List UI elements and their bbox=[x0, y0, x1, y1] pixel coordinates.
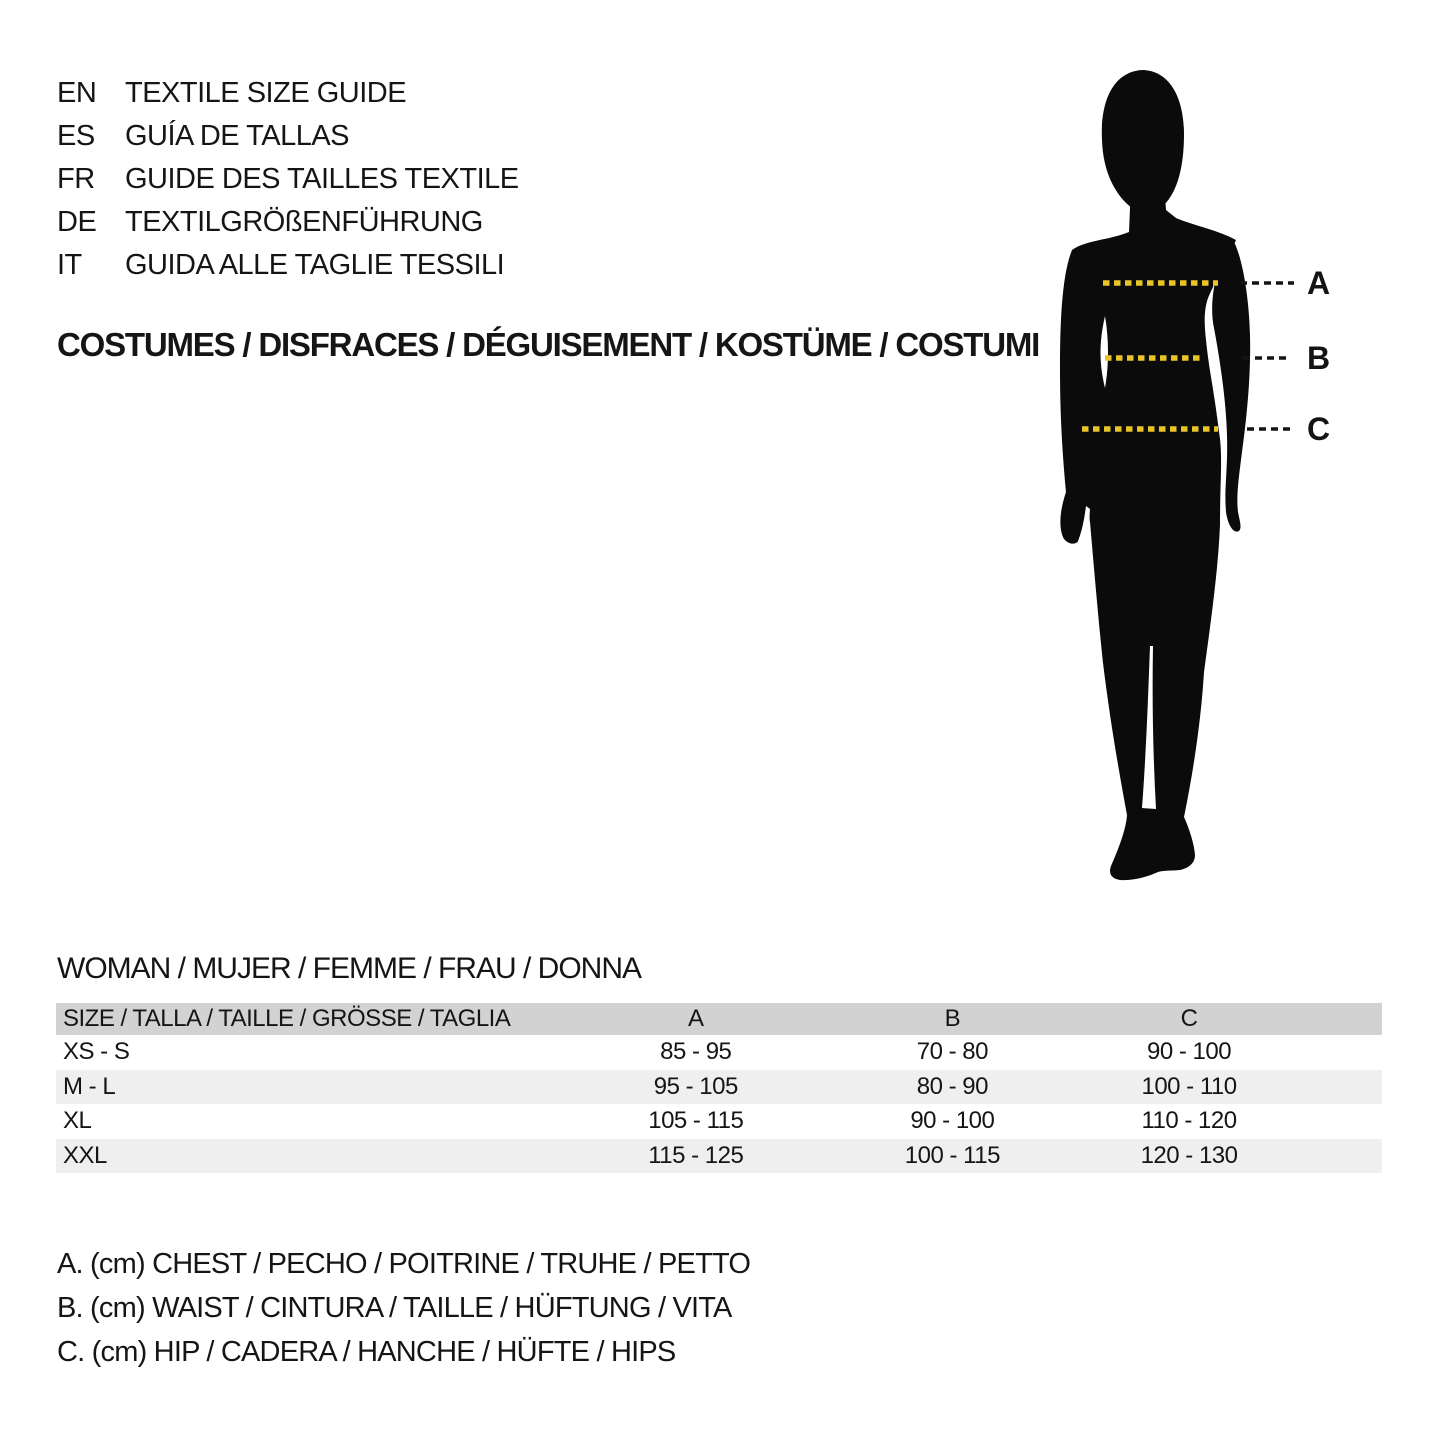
marker-label-c: C bbox=[1307, 411, 1331, 447]
language-label: GUIDA ALLE TAGLIE TESSILI bbox=[125, 249, 505, 281]
legend-line-hip: C. (cm) HIP / CADERA / HANCHE / HÜFTE / HIPS bbox=[57, 1335, 676, 1368]
cell-a: 85 - 95 bbox=[660, 1038, 732, 1066]
cell-size: XXL bbox=[63, 1141, 107, 1169]
language-label: TEXTILE SIZE GUIDE bbox=[125, 77, 407, 109]
measurement-figure bbox=[990, 60, 1410, 920]
cell-a: 115 - 125 bbox=[648, 1141, 744, 1169]
header-cell-a: A bbox=[688, 1005, 704, 1032]
cell-b: 70 - 80 bbox=[916, 1038, 988, 1066]
language-row-fr bbox=[57, 158, 519, 201]
language-code: IT bbox=[57, 249, 82, 281]
language-code: FR bbox=[57, 163, 95, 195]
cell-a: 105 - 115 bbox=[648, 1107, 744, 1135]
language-code: EN bbox=[57, 77, 97, 109]
header-cell-b: B bbox=[944, 1005, 961, 1032]
measurement-legend bbox=[57, 1242, 750, 1374]
cell-b: 90 - 100 bbox=[910, 1107, 995, 1135]
category-title: COSTUMES / DISFRACES / DÉGUISEMENT / KOSTÜME / COSTUMI bbox=[57, 326, 1040, 363]
language-row-it bbox=[57, 244, 519, 287]
language-label: GUIDE DES TAILLES TEXTILE bbox=[125, 163, 519, 195]
woman-head-shape bbox=[1102, 70, 1184, 226]
size-table bbox=[56, 1003, 1382, 1173]
header-cell-size: SIZE / TALLA / TAILLE / GRÖSSE / TAGLIA bbox=[63, 1005, 511, 1032]
language-label: TEXTILGRÖßENFÜHRUNG bbox=[125, 206, 483, 238]
size-table-row bbox=[56, 1070, 1382, 1105]
cell-size: XS - S bbox=[63, 1038, 130, 1066]
marker-label-b: B bbox=[1307, 340, 1331, 376]
language-code: DE bbox=[57, 206, 97, 238]
section-title: WOMAN / MUJER / FEMME / FRAU / DONNA bbox=[57, 952, 641, 985]
language-row-en bbox=[57, 72, 519, 115]
size-table-body bbox=[56, 1035, 1382, 1173]
cell-c: 120 - 130 bbox=[1140, 1141, 1238, 1169]
size-table-row bbox=[56, 1035, 1382, 1070]
marker-label-a: A bbox=[1307, 265, 1331, 301]
legend-line-chest: A. (cm) CHEST / PECHO / POITRINE / TRUHE / PETTO bbox=[57, 1247, 751, 1280]
size-table-row bbox=[56, 1104, 1382, 1139]
size-table-row bbox=[56, 1139, 1382, 1174]
woman-silhouette-svg bbox=[990, 60, 1410, 920]
cell-c: 110 - 120 bbox=[1141, 1107, 1237, 1135]
cell-c: 100 - 110 bbox=[1141, 1072, 1237, 1100]
cell-size: XL bbox=[63, 1107, 92, 1135]
cell-size: M - L bbox=[63, 1072, 116, 1100]
header-cell-c: C bbox=[1180, 1005, 1198, 1032]
language-guide-list bbox=[57, 72, 519, 287]
cell-a: 95 - 105 bbox=[653, 1072, 738, 1100]
cell-c: 90 - 100 bbox=[1147, 1038, 1232, 1066]
language-row-es bbox=[57, 115, 519, 158]
legend-line-waist: B. (cm) WAIST / CINTURA / TAILLE / HÜFTUNG / VITA bbox=[57, 1291, 732, 1324]
language-code: ES bbox=[57, 120, 95, 152]
cell-b: 100 - 115 bbox=[904, 1141, 1000, 1169]
language-row-de bbox=[57, 201, 519, 244]
language-label: GUÍA DE TALLAS bbox=[125, 120, 350, 152]
cell-b: 80 - 90 bbox=[916, 1072, 988, 1100]
size-table-header-row bbox=[56, 1003, 1382, 1035]
